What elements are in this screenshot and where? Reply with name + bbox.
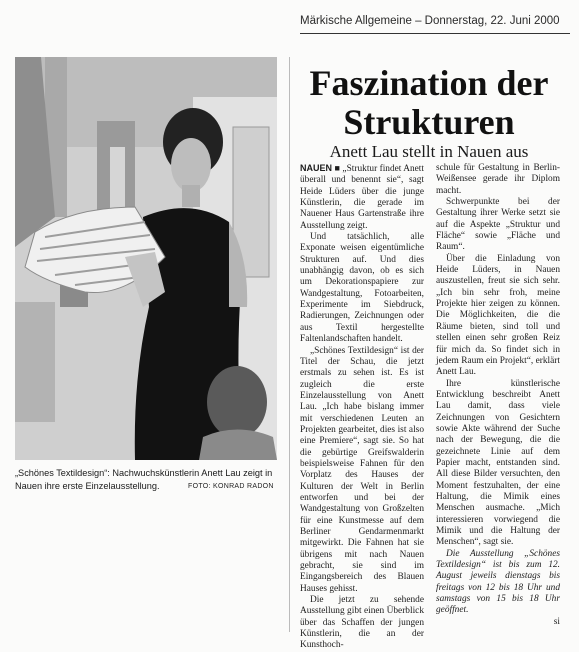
article-headline: Faszination der Strukturen — [309, 63, 549, 142]
article-column-2 — [436, 163, 560, 628]
dateline: NAUEN ■ — [300, 163, 341, 173]
photo-credit: FOTO: KONRAD RADON — [188, 483, 274, 490]
photo-caption: „Schönes Textildesign“: Nachwuchskünstlerin Anett Lau zeigt in Nauen ihre erste Einzelausstellung. — [15, 468, 273, 491]
article-paragraph: Schwerpunkte bei der Gestaltung ihrer Werke setzt sie auf die Aspekte „Struktur und Fläche“ sowie „Fläche und Raum“. — [436, 197, 560, 253]
newspaper-header — [300, 15, 570, 27]
article-paragraph: schule für Gestaltung in Berlin-Weißensee gerade ihr Diplom macht. — [436, 163, 560, 196]
article-paragraph: „Schönes Textildesign“ ist der Titel der Schau, die jetzt erstmals zu sehen ist. Es ist zugleich die erste Einzelausstellung von Anett Lau. „Ich habe bislang immer mit verschiedenen Leuten an Projekten gearbeitet, dies ist also eine Premiere“, sagt sie. So hat die gebürtige Greifswalderin beispielsweise Fahnen für den Vorplatz des Hauses der Kulturen der Welt in Berlin entworfen und bei der Wandgestaltung von Großzelten für eine Kunstmesse auf dem Berliner Gendarmenmarkt mitgewirkt. Die Fahnen hat sie übrigens mit nach Nauen gebracht, sie sind im Eingangsbereich des Blauen Hauses gehisst. — [300, 345, 424, 594]
article-photo — [15, 57, 277, 460]
article-paragraph: Über die Einladung von Heide Lüders, in Nauen auszustellen, freut sie sich sehr. „Ich bin sehr froh, meine Projekte hier zeigen zu können. Die Möglichkeiten, die die Räume bieten, sind toll und stellen einen sehr großen Reiz für mich da. So findet sich in jedem Raum ein Projekt“, erklärt Anett Lau. — [436, 253, 560, 378]
article-column-1 — [300, 163, 424, 652]
newspaper-name: Märkische Allgemeine — [300, 15, 412, 27]
article-subheadline: Anett Lau stellt in Nauen aus — [329, 142, 529, 161]
column-divider — [289, 57, 290, 632]
author-initials: si — [553, 616, 560, 627]
header-separator: – — [415, 15, 422, 27]
article-paragraph: NAUEN ■ „Struktur findet Anett überall und benennt sie“, sagt Heide Lüders über die junge Künstlerin, die gerade im Nauener Haus Gartenstraße ihre Ausstellung zeigt. — [300, 163, 424, 231]
article-paragraph: Die jetzt zu sehende Ausstellung gibt einen Überblick über das Schaffen der jungen Künstlerin, die an der Kunsthoch- — [300, 595, 424, 651]
issue-date: Donnerstag, 22. Juni 2000 — [424, 15, 560, 27]
exhibition-info: Die Ausstellung „Schönes Textildesign“ ist bis zum 12. August jeweils dienstags bis freitags von 12 bis 18 Uhr und samstags von 15 bis 18 Uhr geöffnet. — [436, 548, 560, 616]
article-paragraph: Ihre künstlerische Entwicklung beschreibt Anett Lau damit, dass viele Zeichnungen von Gesichtern sowie Akte während der Suche nach der Bewegung, die die gezeichnete Linie auf dem Papier macht, entstanden sind. All diese Bilder versuchten, den Moment festzuhalten, der eine Haltung, die Mimik eines Menschen ausmache. „Mich interessieren vorwiegend die Mimik und die Haltung der Menschen“, sagt sie. — [436, 378, 560, 548]
article-paragraph: Und tatsächlich, alle Exponate weisen eigentümliche Strukturen auf. Und dies unabhängig davon, ob es sich um Dekorationspapiere zur Wandgestaltung, Fotoarbeiten, Experimente im Siebdruck, Radierungen, Zeichnungen oder aus Textil hergestellte Faltenlandschaften handelt. — [300, 232, 424, 345]
header-rule — [300, 33, 570, 34]
photo-image — [15, 57, 277, 460]
